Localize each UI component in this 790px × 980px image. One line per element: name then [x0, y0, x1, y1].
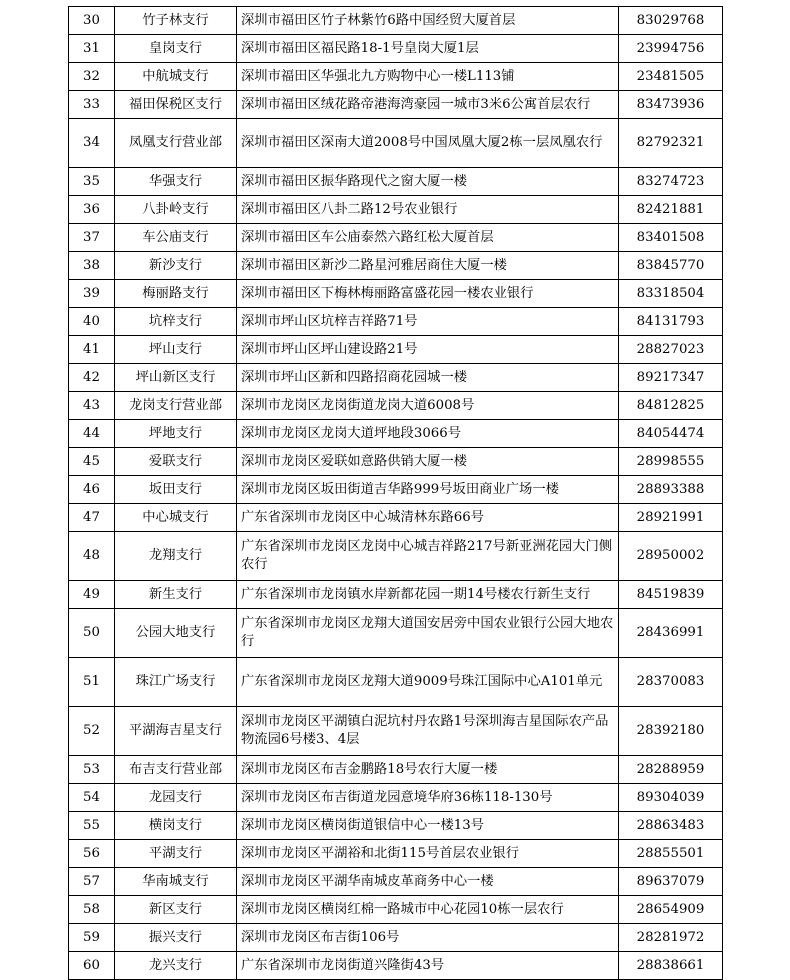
branch-address-cell: 广东省深圳市龙岗区龙岗中心城吉祥路217号新亚洲花园大门侧农行	[237, 532, 619, 581]
table-row	[69, 119, 723, 168]
branch-address-cell: 深圳市福田区下梅林梅丽路富盛花园一楼农业银行	[237, 280, 619, 308]
branch-phone-cell: 83029768	[619, 7, 723, 35]
row-number-cell: 49	[69, 581, 115, 609]
branch-name-cell: 华南城支行	[115, 868, 237, 896]
table-row	[69, 196, 723, 224]
branch-address-cell: 深圳市龙岗区布吉街106号	[237, 924, 619, 952]
branch-address-cell: 深圳市福田区八卦二路12号农业银行	[237, 196, 619, 224]
row-number-cell: 60	[69, 952, 115, 980]
table-row	[69, 707, 723, 756]
branch-phone-cell: 89304039	[619, 784, 723, 812]
branch-phone-cell: 83274723	[619, 168, 723, 196]
branch-address-cell: 深圳市福田区深南大道2008号中国凤凰大厦2栋一层凤凰农行	[237, 119, 619, 168]
row-number-cell: 51	[69, 658, 115, 707]
branch-address-cell: 深圳市福田区华强北九方购物中心一楼L113铺	[237, 63, 619, 91]
branch-phone-cell: 28370083	[619, 658, 723, 707]
branch-name-cell: 龙岗支行营业部	[115, 392, 237, 420]
row-number-cell: 31	[69, 35, 115, 63]
row-number-cell: 35	[69, 168, 115, 196]
branch-phone-cell: 83318504	[619, 280, 723, 308]
branch-address-cell: 深圳市坪山区坪山建设路21号	[237, 336, 619, 364]
table-row	[69, 840, 723, 868]
row-number-cell: 37	[69, 224, 115, 252]
branch-name-cell: 坪山新区支行	[115, 364, 237, 392]
row-number-cell: 36	[69, 196, 115, 224]
branch-name-cell: 皇岗支行	[115, 35, 237, 63]
row-number-cell: 38	[69, 252, 115, 280]
branch-name-cell: 龙园支行	[115, 784, 237, 812]
table-row	[69, 581, 723, 609]
row-number-cell: 47	[69, 504, 115, 532]
branch-name-cell: 坂田支行	[115, 476, 237, 504]
row-number-cell: 44	[69, 420, 115, 448]
branch-name-cell: 坑梓支行	[115, 308, 237, 336]
row-number-cell: 34	[69, 119, 115, 168]
branch-address-cell: 深圳市龙岗区横岗街道银信中心一楼13号	[237, 812, 619, 840]
branch-list-table	[68, 6, 723, 980]
table-row	[69, 896, 723, 924]
table-row	[69, 336, 723, 364]
row-number-cell: 33	[69, 91, 115, 119]
branch-name-cell: 坪山支行	[115, 336, 237, 364]
table-row	[69, 168, 723, 196]
branch-phone-cell: 82792321	[619, 119, 723, 168]
row-number-cell: 52	[69, 707, 115, 756]
branch-phone-cell: 28392180	[619, 707, 723, 756]
table-row	[69, 756, 723, 784]
branch-name-cell: 中航城支行	[115, 63, 237, 91]
branch-phone-cell: 28827023	[619, 336, 723, 364]
table-row	[69, 658, 723, 707]
branch-name-cell: 龙兴支行	[115, 952, 237, 980]
branch-phone-cell: 83401508	[619, 224, 723, 252]
branch-name-cell: 新生支行	[115, 581, 237, 609]
branch-phone-cell: 28863483	[619, 812, 723, 840]
table-row	[69, 924, 723, 952]
row-number-cell: 42	[69, 364, 115, 392]
row-number-cell: 41	[69, 336, 115, 364]
row-number-cell: 56	[69, 840, 115, 868]
table-row	[69, 392, 723, 420]
branch-phone-cell: 84519839	[619, 581, 723, 609]
table-body	[69, 7, 723, 980]
branch-name-cell: 车公庙支行	[115, 224, 237, 252]
branch-name-cell: 平湖海吉星支行	[115, 707, 237, 756]
branch-address-cell: 深圳市坪山区新和四路招商花园城一楼	[237, 364, 619, 392]
table-row	[69, 63, 723, 91]
branch-address-cell: 广东省深圳市龙岗镇水岸新都花园一期14号楼农行新生支行	[237, 581, 619, 609]
table-row	[69, 420, 723, 448]
branch-name-cell: 新区支行	[115, 896, 237, 924]
table-row	[69, 504, 723, 532]
branch-phone-cell: 28436991	[619, 609, 723, 658]
table-row	[69, 448, 723, 476]
table-row	[69, 91, 723, 119]
branch-name-cell: 华强支行	[115, 168, 237, 196]
branch-address-cell: 深圳市福田区福民路18-1号皇岗大厦1层	[237, 35, 619, 63]
branch-address-cell: 深圳市龙岗区平湖华南城皮革商务中心一楼	[237, 868, 619, 896]
branch-phone-cell: 84054474	[619, 420, 723, 448]
table-row	[69, 35, 723, 63]
table-row	[69, 784, 723, 812]
branch-address-cell: 深圳市龙岗区坂田街道吉华路999号坂田商业广场一楼	[237, 476, 619, 504]
branch-address-cell: 深圳市龙岗区平湖镇白泥坑村丹农路1号深圳海吉星国际农产品物流园6号楼3、4层	[237, 707, 619, 756]
branch-name-cell: 公园大地支行	[115, 609, 237, 658]
row-number-cell: 39	[69, 280, 115, 308]
table-row	[69, 224, 723, 252]
branch-address-cell: 深圳市福田区新沙二路星河雅居商住大厦一楼	[237, 252, 619, 280]
row-number-cell: 43	[69, 392, 115, 420]
branch-name-cell: 竹子林支行	[115, 7, 237, 35]
branch-address-cell: 广东省深圳市龙岗街道兴隆街43号	[237, 952, 619, 980]
table-row	[69, 868, 723, 896]
branch-phone-cell: 83473936	[619, 91, 723, 119]
branch-name-cell: 布吉支行营业部	[115, 756, 237, 784]
branch-name-cell: 凤凰支行营业部	[115, 119, 237, 168]
row-number-cell: 58	[69, 896, 115, 924]
row-number-cell: 32	[69, 63, 115, 91]
branch-phone-cell: 28855501	[619, 840, 723, 868]
table-row	[69, 280, 723, 308]
branch-phone-cell: 23481505	[619, 63, 723, 91]
branch-phone-cell: 84812825	[619, 392, 723, 420]
branch-phone-cell: 28921991	[619, 504, 723, 532]
row-number-cell: 48	[69, 532, 115, 581]
branch-address-cell: 广东省深圳市龙岗区龙翔大道9009号珠江国际中心A101单元	[237, 658, 619, 707]
table-row	[69, 7, 723, 35]
branch-name-cell: 福田保税区支行	[115, 91, 237, 119]
row-number-cell: 59	[69, 924, 115, 952]
branch-name-cell: 八卦岭支行	[115, 196, 237, 224]
row-number-cell: 46	[69, 476, 115, 504]
table-row	[69, 308, 723, 336]
branch-phone-cell: 89217347	[619, 364, 723, 392]
branch-name-cell: 横岗支行	[115, 812, 237, 840]
row-number-cell: 54	[69, 784, 115, 812]
branch-address-cell: 深圳市福田区竹子林紫竹6路中国经贸大厦首层	[237, 7, 619, 35]
branch-phone-cell: 23994756	[619, 35, 723, 63]
branch-address-cell: 深圳市福田区绒花路帝港海湾豪园一城市3米6公寓首层农行	[237, 91, 619, 119]
branch-phone-cell: 28288959	[619, 756, 723, 784]
branch-phone-cell: 83845770	[619, 252, 723, 280]
branch-name-cell: 爱联支行	[115, 448, 237, 476]
branch-address-cell: 深圳市坪山区坑梓吉祥路71号	[237, 308, 619, 336]
branch-name-cell: 振兴支行	[115, 924, 237, 952]
branch-address-cell: 深圳市福田区振华路现代之窗大厦一楼	[237, 168, 619, 196]
branch-address-cell: 深圳市龙岗区布吉金鹏路18号农行大厦一楼	[237, 756, 619, 784]
table-row	[69, 952, 723, 980]
branch-address-cell: 深圳市龙岗区爱联如意路供销大厦一楼	[237, 448, 619, 476]
branch-address-cell: 深圳市福田区车公庙泰然六路红松大厦首层	[237, 224, 619, 252]
row-number-cell: 50	[69, 609, 115, 658]
branch-name-cell: 龙翔支行	[115, 532, 237, 581]
branch-phone-cell: 28950002	[619, 532, 723, 581]
branch-phone-cell: 89637079	[619, 868, 723, 896]
branch-name-cell: 中心城支行	[115, 504, 237, 532]
branch-phone-cell: 28654909	[619, 896, 723, 924]
table-row	[69, 812, 723, 840]
row-number-cell: 53	[69, 756, 115, 784]
row-number-cell: 55	[69, 812, 115, 840]
branch-phone-cell: 28998555	[619, 448, 723, 476]
branch-name-cell: 平湖支行	[115, 840, 237, 868]
branch-address-cell: 深圳市龙岗区平湖裕和北街115号首层农业银行	[237, 840, 619, 868]
branch-phone-cell: 28281972	[619, 924, 723, 952]
row-number-cell: 45	[69, 448, 115, 476]
table-row	[69, 364, 723, 392]
branch-phone-cell: 28893388	[619, 476, 723, 504]
table-row	[69, 476, 723, 504]
branch-address-cell: 深圳市龙岗区龙岗街道龙岗大道6008号	[237, 392, 619, 420]
row-number-cell: 30	[69, 7, 115, 35]
branch-name-cell: 坪地支行	[115, 420, 237, 448]
branch-address-cell: 广东省深圳市龙岗区中心城清林东路66号	[237, 504, 619, 532]
branch-phone-cell: 82421881	[619, 196, 723, 224]
branch-name-cell: 新沙支行	[115, 252, 237, 280]
branch-name-cell: 梅丽路支行	[115, 280, 237, 308]
branch-address-cell: 深圳市龙岗区横岗红棉一路城市中心花园10栋一层农行	[237, 896, 619, 924]
branch-address-cell: 深圳市龙岗区龙岗大道坪地段3066号	[237, 420, 619, 448]
branch-address-cell: 深圳市龙岗区布吉街道龙园意境华府36栋118-130号	[237, 784, 619, 812]
branch-phone-cell: 28838661	[619, 952, 723, 980]
table-row	[69, 532, 723, 581]
branch-name-cell: 珠江广场支行	[115, 658, 237, 707]
row-number-cell: 57	[69, 868, 115, 896]
row-number-cell: 40	[69, 308, 115, 336]
table-row	[69, 609, 723, 658]
branch-phone-cell: 84131793	[619, 308, 723, 336]
table-row	[69, 252, 723, 280]
branch-address-cell: 广东省深圳市龙岗区龙翔大道国安居旁中国农业银行公园大地农行	[237, 609, 619, 658]
